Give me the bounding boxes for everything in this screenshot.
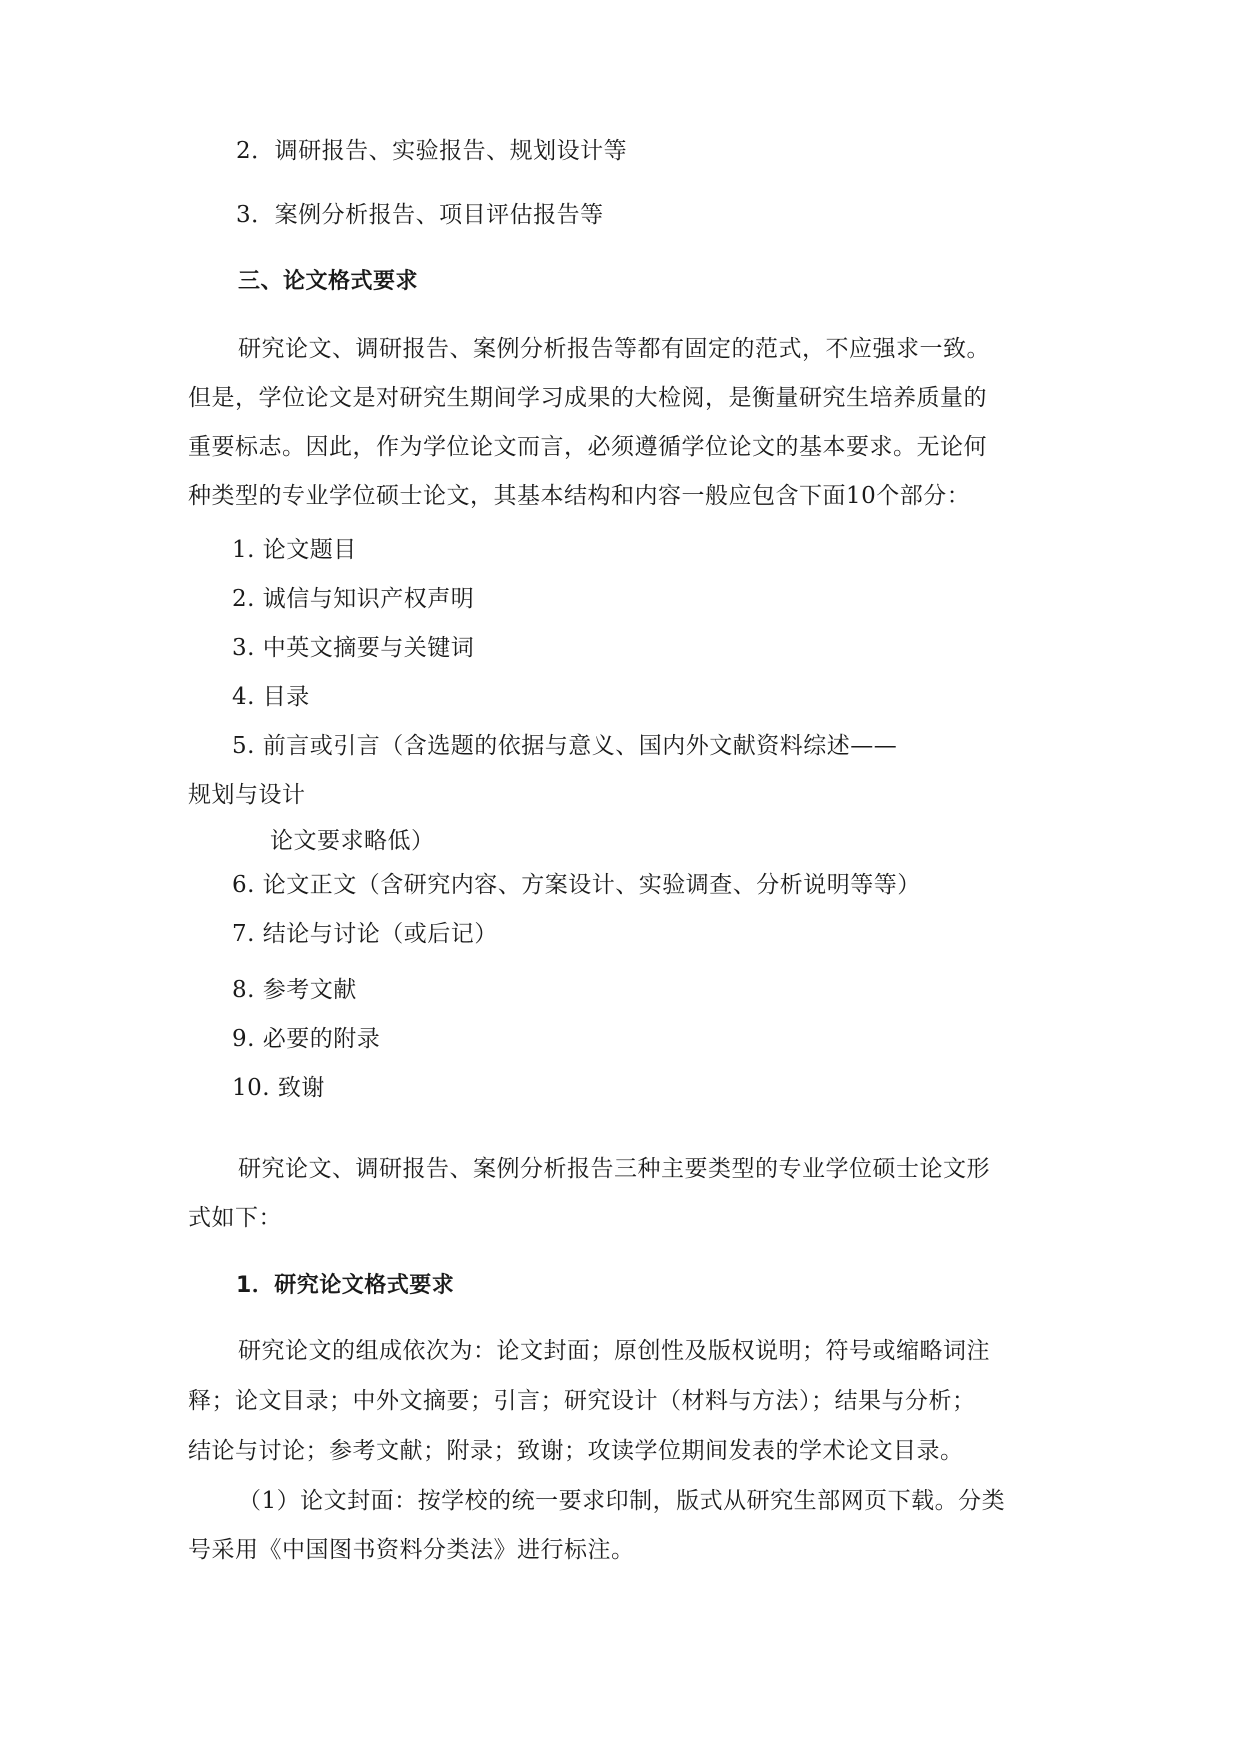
paragraph-line: （1）论文封面：按学校的统一要求印制，版式从研究生部网页下载。分类 — [238, 1488, 1006, 1514]
list-item-preface-continued: 论文要求略低） — [270, 828, 435, 854]
list-item-conclusion: 7. 结论与讨论（或后记） — [232, 921, 498, 947]
list-item-research-reports: 2．调研报告、实验报告、规划设计等 — [236, 138, 628, 164]
paragraph-line: 研究论文、调研报告、案例分析报告等都有固定的范式，不应强求一致。 — [238, 336, 990, 362]
list-item-contents: 4. 目录 — [232, 684, 310, 710]
list-item-abstract: 3. 中英文摘要与关键词 — [232, 635, 475, 661]
section-heading: 三、论文格式要求 — [238, 269, 419, 294]
paragraph-line: 但是，学位论文是对研究生期间学习成果的大检阅，是衡量研究生培养质量的 — [188, 385, 987, 411]
list-item-case-analysis: 3．案例分析报告、项目评估报告等 — [236, 202, 604, 228]
paragraph-line: 释；论文目录；中外文摘要；引言；研究设计（材料与方法）；结果与分析； — [188, 1388, 976, 1414]
list-item-integrity-declaration: 2. 诚信与知识产权声明 — [232, 586, 475, 612]
list-item-references: 8. 参考文献 — [232, 977, 357, 1003]
paragraph-line: 研究论文、调研报告、案例分析报告三种主要类型的专业学位硕士论文形 — [238, 1156, 990, 1182]
list-item-preface: 5. 前言或引言（含选题的依据与意义、国内外文献资料综述—— — [232, 733, 898, 759]
list-item-main-text: 6. 论文正文（含研究内容、方案设计、实验调查、分析说明等等） — [232, 872, 921, 898]
paragraph-line: 号采用《中国图书资料分类法》进行标注。 — [188, 1537, 635, 1563]
list-item-acknowledgements: 10. 致谢 — [232, 1075, 325, 1101]
subsection-heading: 1．研究论文格式要求 — [236, 1273, 455, 1298]
paragraph-line: 结论与讨论；参考文献；附录；致谢；攻读学位期间发表的学术论文目录。 — [188, 1438, 964, 1464]
list-item-title: 1. 论文题目 — [232, 537, 357, 563]
paragraph-line: 重要标志。因此，作为学位论文而言，必须遵循学位论文的基本要求。无论何 — [188, 434, 987, 460]
list-item-preface-continued: 规划与设计 — [188, 782, 306, 808]
paragraph-line: 种类型的专业学位硕士论文，其基本结构和内容一般应包含下面10个部分： — [188, 483, 971, 509]
paragraph-line: 式如下： — [188, 1205, 282, 1231]
paragraph-line: 研究论文的组成依次为：论文封面；原创性及版权说明；符号或缩略词注 — [238, 1338, 990, 1364]
list-item-appendix: 9. 必要的附录 — [232, 1026, 381, 1052]
